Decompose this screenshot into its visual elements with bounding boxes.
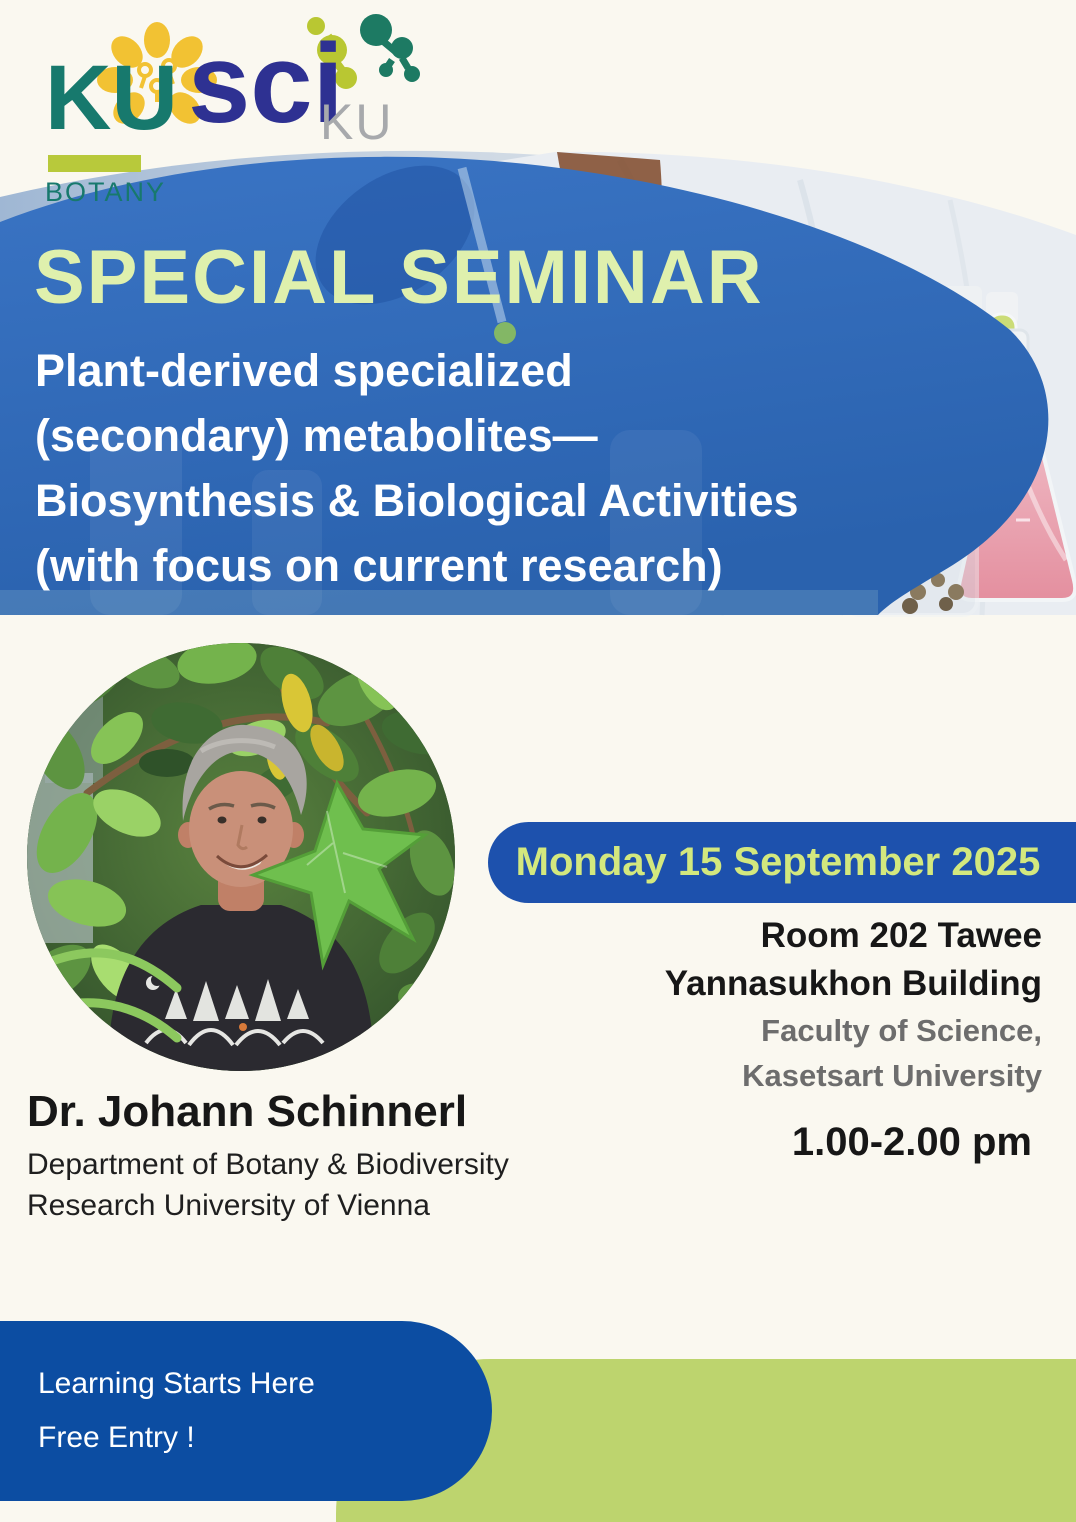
footer-free-entry: Free Entry ! (38, 1421, 195, 1454)
sci-ku-logo (188, 20, 428, 160)
sci-logo-text: sci (188, 21, 344, 146)
talk-title-line: (with focus on current research) (35, 540, 723, 591)
sci-logo-ku: KU (320, 94, 394, 150)
portrait-illustration (27, 643, 455, 1071)
talk-title-line: Biosynthesis & Biological Activities (35, 475, 799, 526)
venue-block (665, 912, 1042, 1165)
venue-line: Yannasukhon Building (664, 964, 1042, 1003)
ku-logo-botany: BOTANY (45, 177, 167, 207)
speaker-affiliation-line: Research University of Vienna (27, 1189, 430, 1222)
speaker-block (27, 1086, 509, 1226)
org-line: Faculty of Science, (761, 1013, 1042, 1048)
ku-logo-bar (48, 155, 141, 172)
venue-line: Room 202 Tawee (760, 916, 1042, 955)
event-date: Monday 15 September 2025 (515, 840, 1041, 884)
speaker-affiliation-line: Department of Botany & Biodiversity (27, 1148, 509, 1181)
footer-pill (0, 1321, 492, 1501)
talk-title-line: (secondary) metabolites— (35, 410, 598, 461)
event-date-pill (488, 822, 1076, 903)
talk-title (35, 338, 799, 598)
speaker-portrait (27, 643, 455, 1071)
speaker-name: Dr. Johann Schinnerl (27, 1087, 468, 1136)
talk-title-line: Plant-derived specialized (35, 345, 573, 396)
footer-tagline: Learning Starts Here (38, 1367, 315, 1400)
seminar-banner: SPECIAL SEMINAR (34, 235, 764, 320)
event-time: 1.00-2.00 pm (791, 1120, 1032, 1164)
ku-logo-text: KU (45, 47, 178, 149)
org-line: Kasetsart University (742, 1058, 1042, 1093)
